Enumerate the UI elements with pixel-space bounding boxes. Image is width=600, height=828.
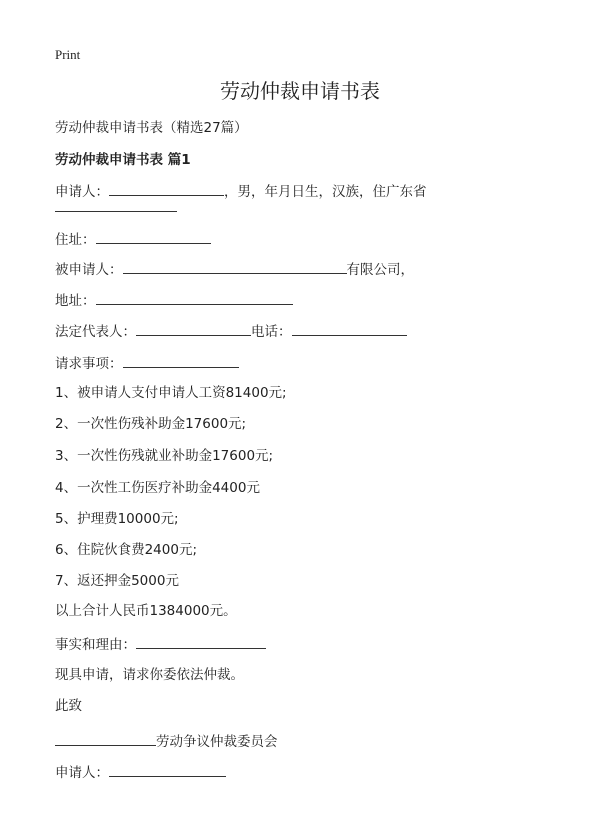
facts-label: 事实和理由： [55, 637, 136, 653]
legal-rep-line [55, 321, 407, 341]
claim-item: 1、被申请人支付申请人工资81400元; [55, 385, 287, 401]
claim-item: 6、住院伙食费2400元; [55, 542, 197, 558]
phone-field[interactable] [292, 321, 407, 336]
respondent-address-label: 地址： [55, 293, 96, 309]
title-text: 劳动仲裁申请书表 [220, 79, 380, 103]
legal-rep-label: 法定代表人： [55, 324, 136, 340]
phone-label: 电话： [251, 324, 292, 340]
applicant-details: ，男，年月日生，汉族，住广东省 [224, 184, 427, 200]
respondent-field[interactable] [123, 259, 347, 274]
total-line: 以上合计人民币1384000元。 [55, 603, 237, 619]
claim-item: 4、一次性工伤医疗补助金4400元 [55, 480, 260, 496]
claim-item: 5、护理费10000元; [55, 511, 179, 527]
respondent-address-field[interactable] [96, 290, 293, 305]
claims-line [55, 353, 239, 373]
respondent-address-line [55, 290, 293, 310]
subtitle: 劳动仲裁申请书表（精选27篇） [55, 120, 248, 136]
committee-field[interactable] [55, 731, 156, 746]
request-statement: 现具申请，请求你委依法仲裁。 [55, 667, 244, 683]
signature-line [55, 762, 226, 782]
signature-field[interactable] [109, 762, 226, 777]
claim-item: 7、返还押金5000元 [55, 573, 179, 589]
print-link[interactable]: Print [55, 47, 81, 62]
claim-item: 2、一次性伤残补助金17600元; [55, 416, 247, 432]
respondent-line [55, 259, 414, 279]
page-title [0, 79, 600, 103]
applicant-label: 申请人： [55, 184, 109, 200]
claim-item: 3、一次性伤残就业补助金17600元; [55, 448, 274, 464]
committee-name: 劳动争议仲裁委员会 [156, 734, 278, 750]
respondent-label: 被申请人： [55, 262, 123, 278]
address-field[interactable] [96, 229, 211, 244]
committee-line [55, 731, 278, 751]
facts-line [55, 634, 266, 654]
claims-field[interactable] [123, 353, 239, 368]
salutation: 此致 [55, 698, 82, 714]
facts-field[interactable] [136, 634, 266, 649]
address-line [55, 229, 211, 249]
respondent-suffix: 有限公司， [346, 262, 414, 278]
address-label: 住址： [55, 232, 96, 248]
section-heading: 劳动仲裁申请书表 篇1 [55, 152, 191, 168]
applicant-name-field[interactable] [109, 181, 224, 196]
applicant-province-field[interactable] [55, 197, 177, 212]
signature-label: 申请人： [55, 765, 109, 781]
legal-rep-field[interactable] [136, 321, 251, 336]
claims-label: 请求事项： [55, 356, 123, 372]
applicant-province-line [55, 197, 177, 217]
